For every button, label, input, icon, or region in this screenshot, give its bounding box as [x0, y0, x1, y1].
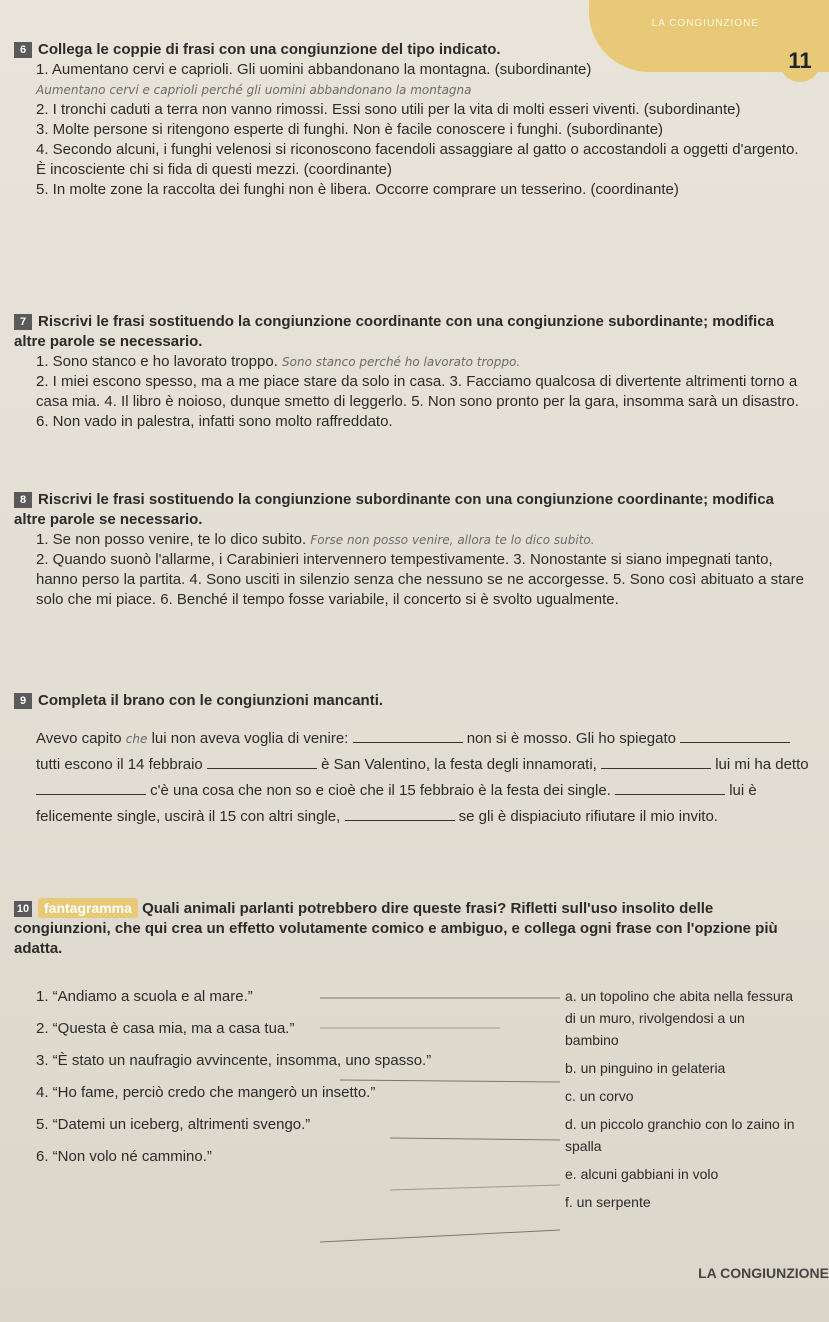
- page-number: 11: [779, 40, 821, 82]
- blank-field[interactable]: [680, 728, 790, 743]
- exercise-7: [14, 312, 809, 432]
- passage-text: c'è una cosa che non so e cioè che il 15 febbraio è la festa dei single.: [150, 782, 611, 799]
- sentence-item: 1. “Andiamo a scuola e al mare.”: [36, 988, 253, 1005]
- exercise-number: 9: [14, 693, 32, 709]
- blank-field[interactable]: [207, 754, 317, 769]
- sentence-item: 4. “Ho fame, perciò credo che mangerò un insetto.”: [36, 1084, 376, 1101]
- exercise-10: [14, 898, 809, 959]
- blank-field[interactable]: [353, 728, 463, 743]
- option-item: d. un piccolo granchio con lo zaino in spalla: [565, 1116, 795, 1154]
- exercise-number: 6: [14, 42, 32, 58]
- list-item: 3. Molte persone si ritengono esperte di funghi. Non è facile conoscere i funghi. (subordinante): [36, 121, 664, 138]
- handwritten-answer: Sono stanco perché ho lavorato troppo.: [282, 355, 521, 369]
- exercise-9: [14, 688, 809, 830]
- matching-lines: [300, 990, 570, 1250]
- exercise-number: 10: [14, 901, 32, 917]
- blank-field[interactable]: [615, 780, 725, 795]
- exercise-number: 7: [14, 314, 32, 330]
- list-item: 1. Aumentano cervi e caprioli. Gli uomini abbandonano la montagna. (subordinante): [36, 61, 592, 78]
- exercise-instruction: Collega le coppie di frasi con una congiunzione del tipo indicato.: [38, 41, 501, 58]
- exercise-8: [14, 490, 809, 610]
- option-item: e. alcuni gabbiani in volo: [565, 1166, 719, 1182]
- list-item: 5. In molte zone la raccolta dei funghi non è libera. Occorre comprare un tesserino. (coordinante): [36, 181, 679, 198]
- sentence-item: 3. “È stato un naufragio avvincente, insomma, uno spasso.”: [36, 1052, 432, 1069]
- option-item: f. un serpente: [565, 1194, 651, 1210]
- passage-text: non si è mosso. Gli ho spiegato: [466, 730, 676, 747]
- list-item: 1. Se non posso venire, te lo dico subito.: [36, 531, 307, 548]
- blank-field[interactable]: [36, 780, 146, 795]
- chapter-label: LA CONGIUNZIONE: [651, 18, 759, 29]
- list-item: 4. Secondo alcuni, i funghi velenosi si riconoscono facendoli assaggiare al gatto o accostandoli a oggetti d'argento. È incosciente chi si fida di questi mezzi. (coordinante): [36, 141, 799, 178]
- option-item: b. un pinguino in gelateria: [565, 1060, 726, 1076]
- sentence-item: 6. “Non volo né cammino.”: [36, 1148, 212, 1165]
- sentence-item: 2. “Questa è casa mia, ma a casa tua.”: [36, 1020, 295, 1037]
- connector-line: [340, 1080, 560, 1082]
- handwritten-answer: Forse non posso venire, allora te lo dico subito.: [310, 533, 595, 547]
- passage-text: se gli è dispiaciuto rifiutare il mio invito.: [458, 808, 718, 825]
- exercise-instruction: Quali animali parlanti potrebbero dire queste frasi? Rifletti sull'uso insolito delle congiunzioni, che qui crea un effetto volutamente comico e ambiguo, e collega ogni frase con l'opzione più adatta.: [14, 900, 778, 957]
- connector-line: [390, 1185, 560, 1190]
- exercise-instruction: Riscrivi le frasi sostituendo la congiunzione coordinante con una congiunzione subordinante; modifica altre parole se necessario.: [14, 313, 774, 350]
- option-item: c. un corvo: [565, 1088, 634, 1104]
- list-item: 2. I tronchi caduti a terra non vanno rimossi. Essi sono utili per la vita di molti esseri viventi. (subordinante): [36, 101, 741, 118]
- exercise-instruction: Completa il brano con le congiunzioni mancanti.: [38, 692, 384, 709]
- handwritten-answer: Aumentano cervi e caprioli perché gli uomini abbandonano la montagna: [36, 83, 472, 97]
- exercise-instruction: Riscrivi le frasi sostituendo la congiunzione subordinante con una congiunzione coordinante; modifica altre parole se necessario.: [14, 491, 774, 528]
- passage-text: lui mi ha detto: [715, 756, 809, 773]
- handwritten-answer: che: [125, 732, 148, 746]
- connector-line: [390, 1138, 560, 1140]
- sentence-item: 5. “Datemi un iceberg, altrimenti svengo.”: [36, 1116, 311, 1133]
- passage-text: lui non aveva voglia di venire:: [151, 730, 349, 747]
- fantagramma-badge: fantagramma: [38, 898, 138, 918]
- exercise-number: 8: [14, 492, 32, 508]
- blank-field[interactable]: [601, 754, 711, 769]
- list-item: 2. Quando suonò l'allarme, i Carabinieri intervennero tempestivamente. 3. Nonostante si siano impegnati tanto, hanno perso la partita. 4. Sono usciti in silenzio senza che nessuno se ne accorgesse. 5. Sono così abituato a stare solo che mi piace. 6. Benché il tempo fosse variabile, il concerto si è svolto ugualmente.: [36, 551, 804, 608]
- footer-chapter: LA CONGIUNZIONE: [698, 1265, 829, 1281]
- list-item: 1. Sono stanco e ho lavorato troppo.: [36, 353, 278, 370]
- passage-text: lui è felicemente single, uscirà il 15 con altri single,: [36, 782, 757, 825]
- passage-text: Avevo capito: [36, 730, 122, 747]
- option-item: a. un topolino che abita nella fessura di un muro, rivolgendosi a un bambino: [565, 988, 794, 1048]
- passage-text: tutti escono il 14 febbraio: [36, 756, 203, 773]
- list-item: 2. I miei escono spesso, ma a me piace stare da solo in casa. 3. Facciamo qualcosa di divertente altrimenti torno a casa mia. 4. Il libro è noioso, dunque smetto di leggerlo. 5. Non sono pronto per la gara, insomma sarà un disastro. 6. Non vado in palestra, infatti sono molto raffreddato.: [36, 373, 799, 430]
- exercise-6: [14, 40, 809, 200]
- passage-text: è San Valentino, la festa degli innamorati,: [321, 756, 597, 773]
- connector-line: [320, 1230, 560, 1242]
- blank-field[interactable]: [345, 806, 455, 821]
- option-column: [565, 985, 795, 1213]
